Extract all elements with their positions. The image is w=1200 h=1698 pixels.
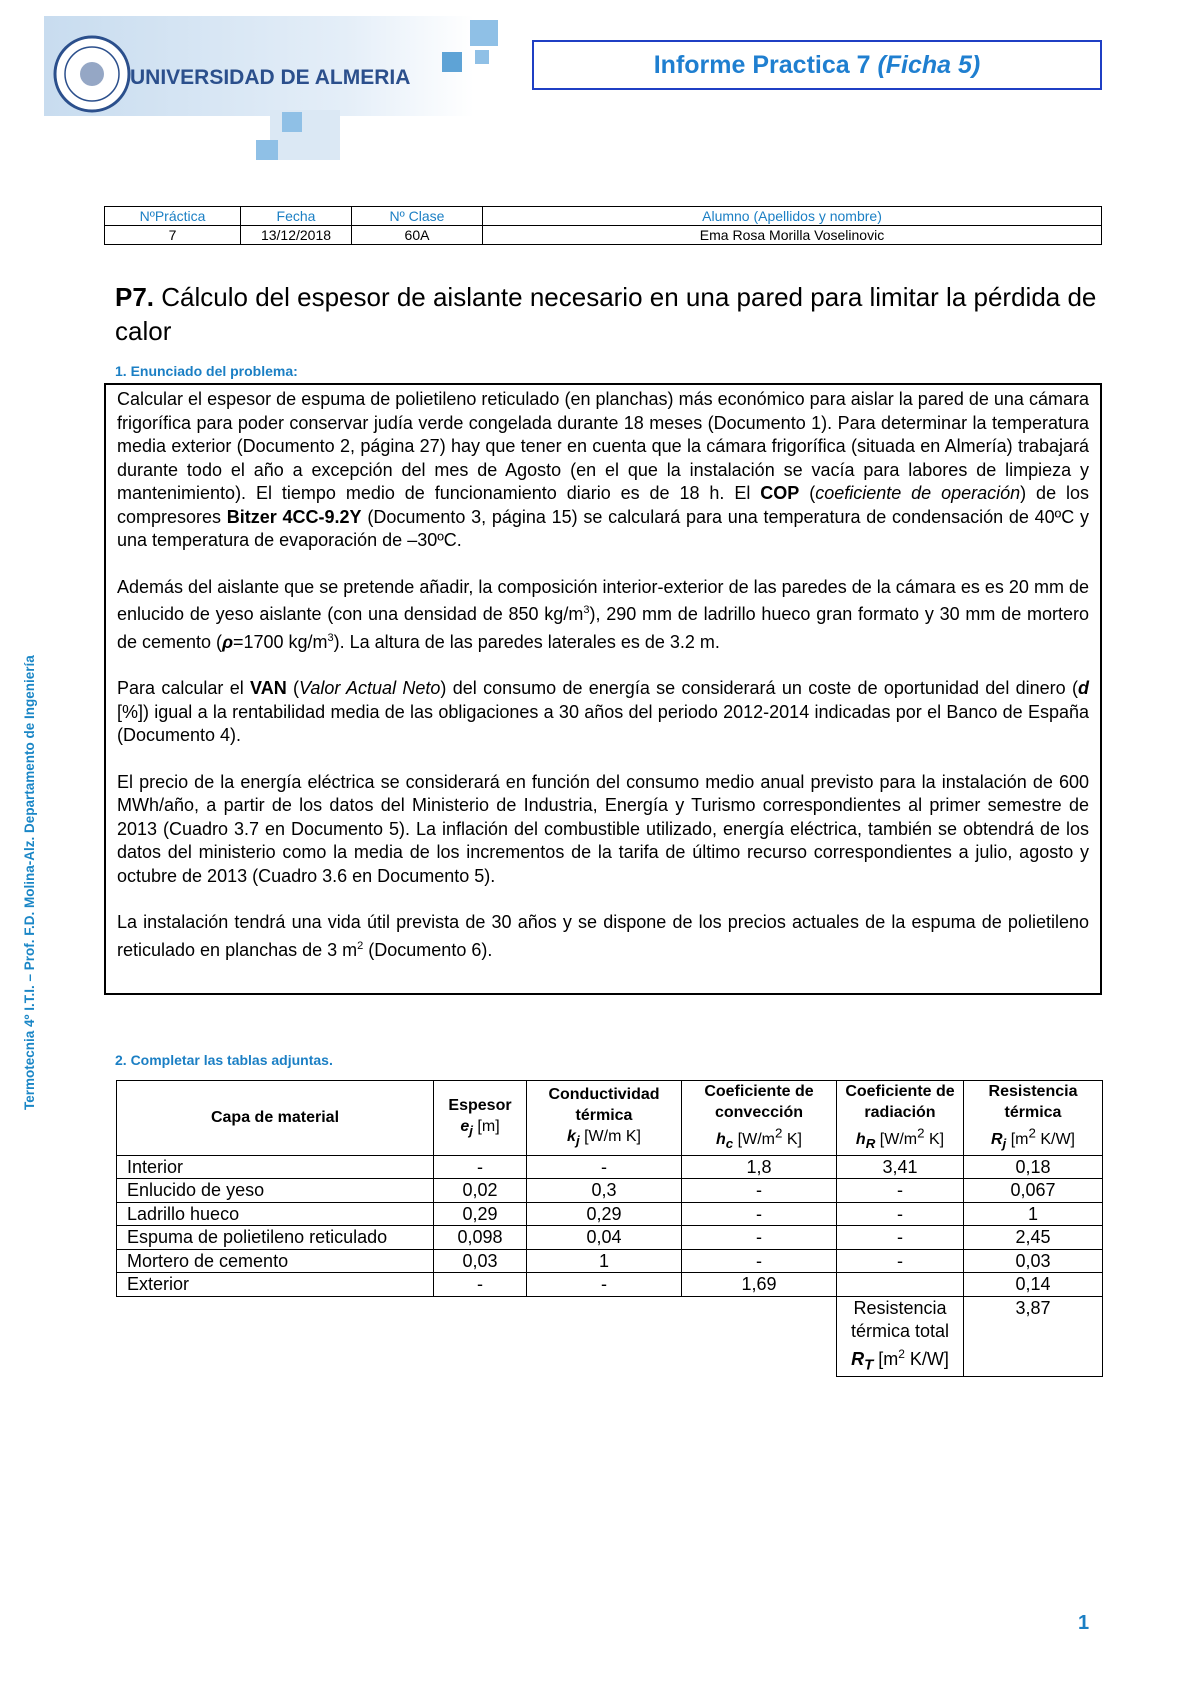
problem-paragraph-4: El precio de la energía eléctrica se considerará en función del consumo medio anual previsto para la instalación de 600 MWh/año, a partir de los datos del Ministerio de Industria, Energía y Turismo correspondientes al primer semestre de 2013 (Cuadro 3.7 en Documento 5). La inflación del combustible utilizado, energía eléctrica, también se obtendrá de los datos del ministerio como la media de los incrementos de la tarifa de último recurso correspondientes a julio, agosto y octubre de 2013 (Cuadro 3.6 en Documento 5). xyxy=(117,771,1089,886)
section-2-title: 2. Completar las tablas adjuntas. xyxy=(115,1052,333,1068)
total-label: Resistencia térmica total $R_T$ [$m^2$ K/W] xyxy=(837,1296,964,1377)
cell-espesor: 0,098 xyxy=(434,1226,527,1250)
side-footer-text: Termotecnia 4º I.T.I. – Prof. F.D. Molina-Alz. Departamento de Ingeniería xyxy=(22,655,37,1110)
report-title: Informe Practica 7 (Ficha 5) xyxy=(653,50,981,79)
info-value-fecha: 13/12/2018 xyxy=(241,226,352,245)
table-row xyxy=(117,1226,1103,1250)
info-value-row xyxy=(105,226,1102,245)
cell-conveccion: - xyxy=(682,1226,837,1250)
cell-conductividad: 0,04 xyxy=(527,1226,682,1250)
cell-material: Exterior xyxy=(117,1273,434,1297)
cell-espesor: 0,02 xyxy=(434,1179,527,1203)
cell-radiacion: - xyxy=(837,1226,964,1250)
cell-resistencia: 0,067 xyxy=(964,1179,1103,1203)
cell-resistencia: 0,18 xyxy=(964,1155,1103,1179)
problem-paragraph-3: Para calcular el VAN (Valor Actual Neto) del consumo de energía se considerará un coste de oportunidad del dinero (d [%]) igual a la rentabilidad media de las obligaciones a 30 años del periodo 2012-2014 indicadas por el Banco de España (Documento 4). xyxy=(117,678,1089,745)
info-header-fecha: Fecha xyxy=(241,207,352,226)
col-header-espesor: Espesor $e_j$ [m] xyxy=(434,1081,527,1156)
cell-material: Mortero de cemento xyxy=(117,1249,434,1273)
problem-paragraph-5: La instalación tendrá una vida útil prevista de 30 años y se dispone de los precios actuales de la espuma de polietileno reticulado en planchas de 3 $m^2$ (Documento 6). xyxy=(117,912,1089,960)
university-logo xyxy=(0,0,520,170)
cell-conductividad: 0,3 xyxy=(527,1179,682,1203)
table-row xyxy=(117,1155,1103,1179)
cell-radiacion: - xyxy=(837,1202,964,1226)
info-value-practica: 7 xyxy=(105,226,241,245)
cell-espesor: - xyxy=(434,1155,527,1179)
cell-resistencia: 1 xyxy=(964,1202,1103,1226)
table-row xyxy=(117,1273,1103,1297)
page-number: 1 xyxy=(1078,1612,1090,1634)
table-row xyxy=(117,1249,1103,1273)
col-header-conductividad: Conductividad térmica $k_j$ [W/m K] xyxy=(527,1081,682,1156)
cell-espesor: 0,03 xyxy=(434,1249,527,1273)
cell-espesor: - xyxy=(434,1273,527,1297)
info-header-alumno: Alumno (Apellidos y nombre) xyxy=(483,207,1102,226)
problem-paragraph-1: Calcular el espesor de espuma de polietileno reticulado (en planchas) más económico para aislar la pared de una cámara frigorífica para poder conservar judía verde congelada durante 18 meses (Documento 1). Para determinar la temperatura media exterior (Documento 2, página 27) hay que tener en cuenta que la cámara frigorífica (situada en Almería) trabajará durante todo el año a excepción del mes de Agosto (en el que la instalación se vacía para labores de limpieza y mantenimiento). El tiempo medio de funcionamiento diario es de 18 h. El COP (coeficiente de operación) de los compresores Bitzer 4CC-9.2Y (Documento 3, página 15) se calculará para una temperatura de condensación de 40ºC y una temperatura de evaporación de –30ºC. xyxy=(117,389,1090,550)
col-header-resistencia: Resistencia térmica $R_j$ [$m^2$ K/W] xyxy=(964,1081,1103,1156)
table-row xyxy=(117,1179,1103,1203)
cell-resistencia: 2,45 xyxy=(964,1226,1103,1250)
cell-resistencia: 0,14 xyxy=(964,1273,1103,1297)
cell-conveccion: - xyxy=(682,1179,837,1203)
header-logo xyxy=(0,0,520,170)
cell-material: Enlucido de yeso xyxy=(117,1179,434,1203)
section-1-title: 1. Enunciado del problema: xyxy=(115,363,298,379)
info-value-alumno: Ema Rosa Morilla Voselinovic xyxy=(483,226,1102,245)
col-header-conveccion: Coeficiente de convección $h_c$ [$W/m^2$ K] xyxy=(682,1081,837,1156)
university-name: UNIVERSIDAD DE ALMERIA xyxy=(130,66,411,89)
report-title-box xyxy=(532,40,1102,90)
cell-material: Espuma de polietileno reticulado xyxy=(117,1226,434,1250)
table-row xyxy=(117,1202,1103,1226)
table-header-row xyxy=(117,1081,1103,1156)
cell-material: Ladrillo hueco xyxy=(117,1202,434,1226)
cell-conductividad: 1 xyxy=(527,1249,682,1273)
cell-radiacion: - xyxy=(837,1179,964,1203)
thermal-resistance-table xyxy=(116,1080,1103,1377)
cell-conveccion: 1,69 xyxy=(682,1273,837,1297)
practice-heading: P7. Cálculo del espesor de aislante necesario en una pared para limitar la pérdida de calor xyxy=(115,282,1097,346)
cell-radiacion: 3,41 xyxy=(837,1155,964,1179)
cell-radiacion: - xyxy=(837,1249,964,1273)
info-header-row xyxy=(105,207,1102,226)
cell-conductividad: - xyxy=(527,1273,682,1297)
cell-material: Interior xyxy=(117,1155,434,1179)
col-header-material: Capa de material xyxy=(117,1081,434,1156)
total-row xyxy=(117,1296,1103,1377)
info-value-clase: 60A xyxy=(352,226,483,245)
cell-conductividad: - xyxy=(527,1155,682,1179)
info-header-clase: Nº Clase xyxy=(352,207,483,226)
cell-conductividad: 0,29 xyxy=(527,1202,682,1226)
cell-conveccion: - xyxy=(682,1202,837,1226)
cell-resistencia: 0,03 xyxy=(964,1249,1103,1273)
cell-radiacion xyxy=(837,1273,964,1297)
problem-paragraph-2: Además del aislante que se pretende añadir, la composición interior-exterior de las paredes de la cámara es es 20 mm de enlucido de yeso aislante (con una densidad de 850 $kg/m^3$), 290 mm de ladrillo hueco gran formato y 30 mm de mortero de cemento (ρ=1700 $kg/m^3$). La altura de las paredes laterales es de 3.2 m. xyxy=(117,576,1089,652)
info-header-practica: NºPráctica xyxy=(105,207,241,226)
col-header-radiacion: Coeficiente de radiación $h_R$ [$W/m^2$ K] xyxy=(837,1081,964,1156)
info-table xyxy=(104,206,1102,245)
cell-espesor: 0,29 xyxy=(434,1202,527,1226)
cell-conveccion: 1,8 xyxy=(682,1155,837,1179)
total-value: 3,87 xyxy=(964,1296,1103,1377)
problem-statement-box xyxy=(104,383,1102,995)
cell-conveccion: - xyxy=(682,1249,837,1273)
